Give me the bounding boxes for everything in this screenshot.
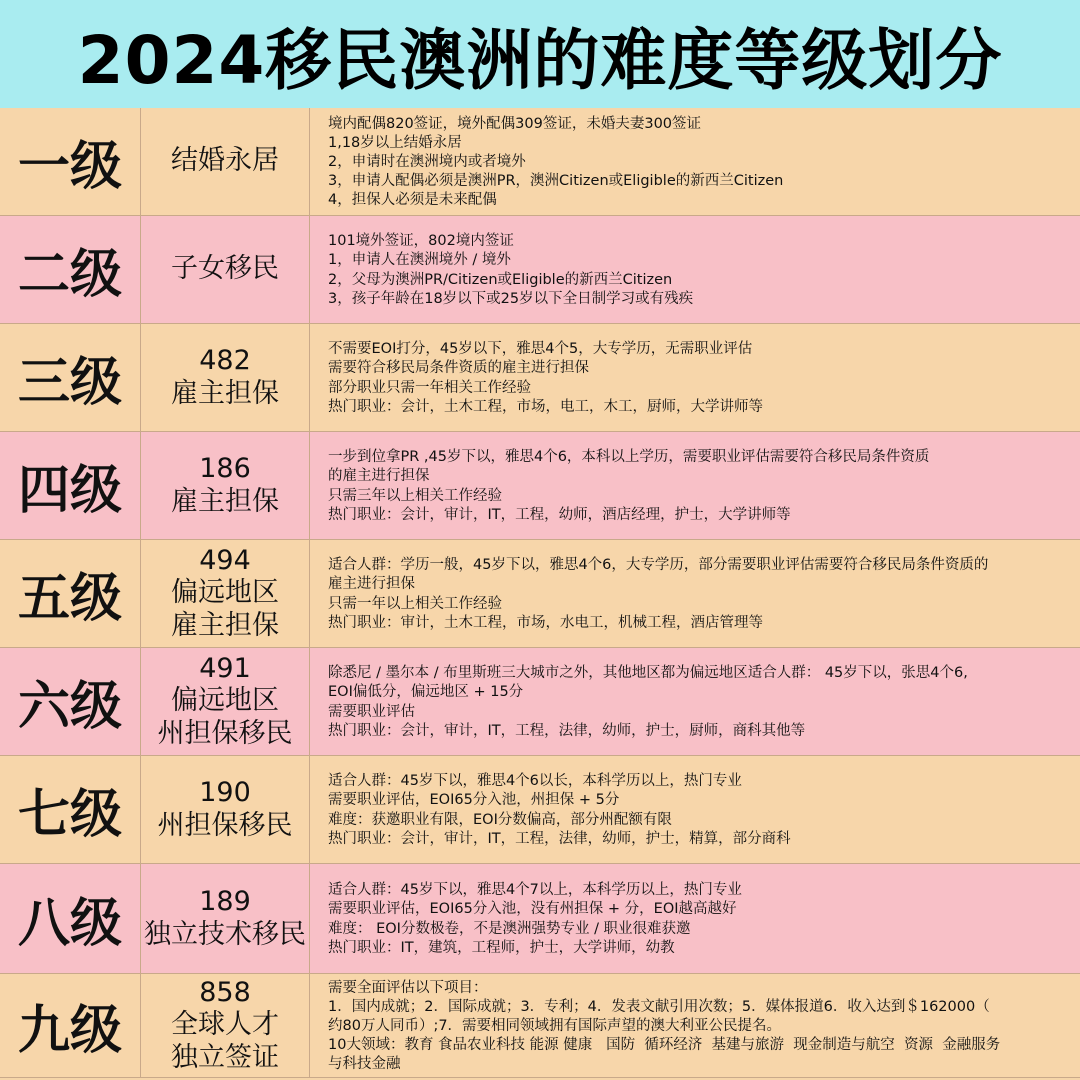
detail-line: 的雇主进行担保: [328, 468, 430, 485]
detail-line: 4，担保人必须是未来配偶: [328, 192, 497, 209]
detail-line: 约80万人同币）;7．需要相同领域拥有国际声望的澳大利亚公民提名。: [328, 1017, 782, 1034]
detail-line: 10大领域：教育 食品农业科技 能源 健康 国防 循环经济 基建与旅游 现金制造与航空 资源 金融服务: [328, 1037, 1001, 1054]
level-label: 二级: [0, 216, 141, 323]
level-label: 八级: [0, 864, 141, 973]
visa-type-line: 州担保移民: [157, 809, 293, 841]
detail-line: 适合人群：45岁下以，雅思4个7以上，本科学历以上，热门专业: [328, 882, 742, 899]
visa-type-line: 全球人才: [171, 1009, 279, 1041]
visa-details: [310, 216, 1080, 323]
visa-type-line: 189: [199, 886, 251, 918]
visa-type-line: 190: [199, 777, 251, 809]
visa-details: [310, 540, 1080, 647]
detail-line: 难度：获邀职业有限，EOI分数偏高，部分州配额有限: [328, 811, 672, 828]
detail-line: 只需一年以上相关工作经验: [328, 595, 502, 612]
level-label: 五级: [0, 540, 141, 647]
level-label: 九级: [0, 974, 141, 1077]
table-row: [0, 540, 1080, 648]
table-row: [0, 432, 1080, 540]
visa-type-line: 494: [199, 544, 251, 576]
visa-type-line: 雇主担保: [171, 485, 279, 517]
level-label: 一级: [0, 108, 141, 215]
detail-line: 3，孩子年龄在18岁以下或25岁以下全日制学习或有残疾: [328, 290, 694, 307]
table-row: [0, 216, 1080, 324]
visa-type-line: 858: [199, 976, 251, 1008]
level-label: 三级: [0, 324, 141, 431]
detail-line: 需要职业评估，EOI65分入池，没有州担保 + 分，EOI越高越好: [328, 901, 737, 918]
detail-line: 2，父母为澳洲PR/Citizen或Eligible的新西兰Citizen: [328, 271, 673, 288]
table-row: [0, 756, 1080, 864]
table-row: [0, 648, 1080, 756]
visa-type-line: 独立签证: [171, 1041, 279, 1073]
detail-line: 部分职业只需一年相关工作经验: [328, 379, 531, 396]
visa-details: [310, 648, 1080, 755]
visa-type: [141, 756, 310, 863]
visa-type-line: 偏远地区: [171, 577, 279, 609]
visa-type: [141, 324, 310, 431]
table-row: [0, 864, 1080, 974]
detail-line: 适合人群：学历一般，45岁下以，雅思4个6，大专学历，部分需要职业评估需要符合移民局条件资质的: [328, 557, 989, 574]
visa-type-line: 482: [199, 345, 251, 377]
detail-line: 需要职业评估: [328, 703, 415, 720]
detail-line: 1,18岁以上结婚永居: [328, 134, 462, 151]
table-row: [0, 108, 1080, 216]
detail-line: 与科技金融: [328, 1056, 401, 1073]
visa-details: [310, 974, 1080, 1077]
visa-type: [141, 216, 310, 323]
detail-line: 需要职业评估，EOI65分入池，州担保 + 5分: [328, 792, 620, 809]
detail-line: EOI偏低分，偏远地区 + 15分: [328, 684, 524, 701]
detail-line: 雇主进行担保: [328, 576, 415, 593]
visa-type-line: 雇主担保: [171, 377, 279, 409]
detail-line: 只需三年以上相关工作经验: [328, 487, 502, 504]
visa-details: [310, 864, 1080, 973]
visa-type: [141, 974, 310, 1077]
visa-type: [141, 540, 310, 647]
detail-line: 1，申请人在澳洲境外 / 境外: [328, 252, 511, 269]
detail-line: 热门职业：会计，审计，IT，工程，幼师，酒店经理，护士，大学讲师等: [328, 506, 791, 523]
visa-type-line: 独立技术移民: [144, 918, 306, 950]
table-row: [0, 324, 1080, 432]
visa-type: [141, 108, 310, 215]
detail-line: 需要符合移民局条件资质的雇主进行担保: [328, 360, 589, 377]
visa-type-line: 子女移民: [171, 253, 279, 285]
visa-type: [141, 864, 310, 973]
detail-line: 2，申请时在澳洲境内或者境外: [328, 153, 526, 170]
level-label: 七级: [0, 756, 141, 863]
detail-line: 热门职业：会计，审计，IT，工程，法律，幼师，护士，精算，部分商科: [328, 830, 791, 847]
detail-line: 需要全面评估以下项目：: [328, 979, 488, 996]
visa-details: [310, 432, 1080, 539]
visa-type-line: 州担保移民: [157, 717, 293, 749]
detail-line: 1．国内成就；2．国际成就；3．专利；4．发表文献引用次数；5．媒体报道6．收入达到＄162000（: [328, 998, 990, 1015]
detail-line: 适合人群：45岁下以，雅思4个6以长，本科学历以上，热门专业: [328, 773, 742, 790]
detail-line: 101境外签证，802境内签证: [328, 233, 514, 250]
detail-line: 不需要EOI打分，45岁以下，雅思4个5，大专学历，无需职业评估: [328, 341, 753, 358]
visa-details: [310, 756, 1080, 863]
level-label: 六级: [0, 648, 141, 755]
detail-line: 3，申请人配偶必须是澳洲PR，澳洲Citizen或Eligible的新西兰Citizen: [328, 173, 784, 190]
visa-details: [310, 108, 1080, 215]
detail-line: 境内配偶820签证，境外配偶309签证，未婚夫妻300签证: [328, 115, 702, 132]
detail-line: 一步到位拿PR ,45岁下以，雅思4个6，本科以上学历，需要职业评估需要符合移民局条件资质: [328, 449, 930, 466]
detail-line: 热门职业：会计，审计，IT，工程，法律，幼师，护士，厨师，商科其他等: [328, 722, 806, 739]
visa-type-line: 491: [199, 652, 251, 684]
visa-details: [310, 324, 1080, 431]
table-row: [0, 974, 1080, 1078]
detail-line: 热门职业：IT，建筑，工程师，护士，大学讲师，幼教: [328, 939, 675, 956]
level-label: 四级: [0, 432, 141, 539]
visa-type-line: 186: [199, 453, 251, 485]
detail-line: 难度： EOI分数极卷，不是澳洲强势专业 / 职业很难获邀: [328, 920, 691, 937]
detail-line: 除悉尼 / 墨尔本 / 布里斯班三大城市之外，其他地区都为偏远地区适合人群： 45岁下以，张思4个6,: [328, 665, 968, 682]
page-title: 2024移民澳洲的难度等级划分: [0, 0, 1080, 108]
level-table: [0, 108, 1080, 1078]
detail-line: 热门职业：会计，土木工程，市场，电工，木工，厨师，大学讲师等: [328, 398, 763, 415]
visa-type-line: 雇主担保: [171, 609, 279, 641]
visa-type-line: 偏远地区: [171, 685, 279, 717]
visa-type-line: 结婚永居: [171, 145, 279, 177]
detail-line: 热门职业：审计，土木工程，市场，水电工，机械工程，酒店管理等: [328, 614, 763, 631]
visa-type: [141, 648, 310, 755]
visa-type: [141, 432, 310, 539]
